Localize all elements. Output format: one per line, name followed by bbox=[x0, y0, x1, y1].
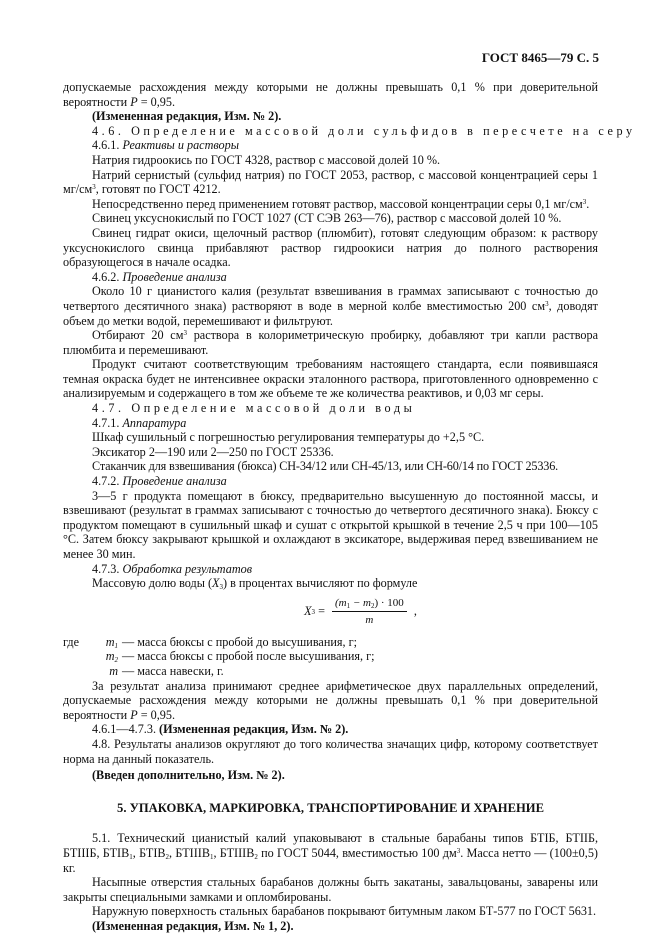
where-label: где bbox=[63, 634, 80, 649]
section-heading-4-7: 4.7. Определение массовой доли воды bbox=[92, 401, 416, 416]
text: m bbox=[105, 649, 115, 664]
text: , БТІІІВ bbox=[169, 845, 210, 860]
paragraph: Свинец уксуснокислый по ГОСТ 1027 (СТ СЭВ 263—76), раствор с массовой долей 10 %. bbox=[92, 211, 562, 226]
subscript: 1 bbox=[346, 601, 351, 610]
text: Натрий сернистый (сульфид натрия) по ГОСТ 2053, раствор, с массовой концентрацией серы 1 мг/см bbox=[63, 167, 598, 197]
text: За результат анализа принимают среднее арифметическое двух параллельных определений, допускаемые расхождения между которыми не должны превышать 0,1 % при доверительной вероятности bbox=[63, 678, 598, 722]
text: , готовят по ГОСТ 4212. bbox=[95, 182, 221, 197]
amendment-note: (Введен дополнительно, Изм. № 2). bbox=[92, 768, 285, 783]
formula-lhs: X bbox=[304, 604, 312, 619]
subscript: 1 bbox=[129, 852, 133, 861]
symbol bbox=[92, 664, 122, 679]
section-title: Обработка результатов bbox=[122, 561, 253, 576]
text: по ГОСТ 5044, вместимостью 100 дм bbox=[257, 845, 457, 860]
amendment-note: (Измененная редакция, Изм. № 2). bbox=[92, 109, 282, 124]
section-number: 4.7.1. bbox=[92, 415, 123, 430]
document-body bbox=[63, 80, 636, 933]
variable: P bbox=[130, 94, 138, 109]
where-label bbox=[63, 649, 92, 664]
numerator bbox=[332, 596, 407, 613]
subsection-heading-4-7-1 bbox=[63, 416, 598, 431]
amendment-note: (Измененная редакция, Изм. № 1, 2). bbox=[92, 918, 294, 933]
paragraph bbox=[63, 576, 598, 591]
paragraph bbox=[63, 80, 598, 109]
denominator: m bbox=[365, 614, 374, 627]
section-title: Проведение анализа bbox=[122, 474, 227, 489]
section-number: 4.6.1. bbox=[92, 138, 123, 153]
subscript: 2 bbox=[370, 601, 375, 610]
definition-text: — масса бюксы с пробой после высушивания, г; bbox=[122, 649, 375, 664]
text: 5.1. Технический цианистый калий упаковывают в стальные барабаны типов БТІБ, БТІІБ, БТІІІБ, БТІВ bbox=[63, 831, 598, 860]
subsection-heading-4-7-2 bbox=[63, 474, 598, 489]
text: , bbox=[410, 604, 417, 619]
paragraph bbox=[63, 831, 598, 875]
subscript: 2 bbox=[165, 852, 170, 861]
paragraph: Свинец гидрат окиси, щелочный раствор (плюмбит), готовят следующим образом: к раствору уксуснокислого свинца прибавляют раствор гидроокиси натрия до полного растворения образующегося в начале осадка. bbox=[63, 225, 598, 270]
definition-row bbox=[63, 664, 598, 679]
paragraph: Натрий сернистый (сульфид натрия) по ГОСТ 2053, раствор, с массовой концентрацией серы 1 $мг/см^3$, готовят по ГОСТ 4212. bbox=[63, 167, 598, 197]
subsection-heading-4-7-3 bbox=[63, 562, 598, 577]
subscript: 3 bbox=[219, 583, 223, 592]
text: m bbox=[105, 634, 115, 649]
paragraph: Наружную поверхность стальных барабанов покрывают битумным лаком БТ-577 по ГОСТ 5631. bbox=[92, 904, 597, 919]
paragraph: Эксикатор 2—190 или 2—250 по ГОСТ 25336. bbox=[92, 444, 334, 459]
paragraph bbox=[63, 679, 598, 723]
text: , доводят объем до метки водой, перемешивают и фильтруют. bbox=[63, 298, 599, 328]
symbol bbox=[92, 635, 122, 650]
section-title: Проведение анализа bbox=[122, 269, 227, 284]
superscript: 3 bbox=[456, 846, 461, 855]
text: , БТІВ bbox=[132, 845, 166, 860]
definition-text: — масса навески, г. bbox=[122, 663, 224, 678]
text: допускаемые расхождения между которыми не должны превышать 0,1 % при доверительной вероятности bbox=[63, 80, 598, 109]
section-number: 4.6.2. bbox=[92, 269, 123, 284]
subscript: 1 bbox=[209, 852, 214, 861]
text: = 0,95. bbox=[137, 94, 176, 109]
text: ) в процентах вычисляют по формуле bbox=[222, 576, 418, 591]
text: − m bbox=[350, 596, 371, 609]
text: раствора в колориметрическую пробирку, добавляют три капли раствора плюмбита и перемешивают. bbox=[63, 328, 598, 357]
subscript: 2 bbox=[254, 852, 258, 861]
text: (m bbox=[335, 596, 347, 609]
subsection-heading-4-6-1 bbox=[63, 138, 598, 153]
paragraph: 3—5 г продукта помещают в бюксу, предварительно высушенную до постоянной массы, и взвешивают (результат в граммах записывают с точностью до четвертого десятичного знака). Бюксу с продуктом помещают в сушильный шкаф и сушат с открытой крышкой в течение 2,5 ч при 100—105 °С. Затем бюксу закрывают крышкой и охлаждают в эксикаторе, выдерживая перед взвешиванием не менее 30 мин. bbox=[63, 488, 598, 561]
variable-definitions bbox=[63, 635, 598, 679]
paragraph: Стаканчик для взвешивания (бюкса) СН-34/12 или СН-45/13, или СН-60/14 по ГОСТ 25336. bbox=[92, 459, 559, 474]
text: Массовую долю воды ( bbox=[92, 576, 213, 591]
text: Около 10 г цианистого калия (результат взвешивания в граммах записывают с точностью до четвертого десятичного знака) растворяют в воде в мерной колбе вместимостью 200 см bbox=[63, 284, 598, 313]
text: , БТІІІВ bbox=[213, 845, 255, 860]
section-heading-4-6: 4.6. Определение массовой доли сульфидов в пересчете на серу bbox=[92, 123, 636, 138]
paragraph: 4.8. Результаты анализов округляют до того количества значащих цифр, которому соответствует норма на данный показатель. bbox=[63, 736, 598, 766]
text: Непосредственно перед применением готовят раствор, массовой концентрации серы 0,1 мг/см bbox=[92, 196, 583, 211]
paragraph: Продукт считают соответствующим требованиям настоящего стандарта, если появившаяся темная окраска будет не интенсивнее окраски эталонного раствора, приготовленного одновременно с анализируемым и содержащего в том же объеме те же количества реактивов, и 0,03 мг серы. bbox=[63, 357, 598, 401]
amendment-note bbox=[63, 722, 598, 737]
definition-row bbox=[63, 649, 598, 664]
variable: P bbox=[130, 707, 138, 722]
text: = 0,95. bbox=[137, 707, 176, 722]
variable: X bbox=[212, 576, 220, 591]
where-label bbox=[63, 664, 92, 679]
symbol bbox=[92, 649, 122, 664]
text: . Масса нетто — (100±0,5) кг. bbox=[63, 845, 598, 875]
text: Отбирают 20 см bbox=[92, 328, 184, 343]
definition-text: — масса бюксы с пробой до высушивания, г; bbox=[122, 634, 357, 649]
paragraph: Непосредственно перед применением готовят раствор, массовой концентрации серы 0,1 $мг/см^3$. bbox=[92, 196, 590, 211]
subscript: 2 bbox=[114, 656, 118, 665]
subsection-heading-4-6-2 bbox=[63, 270, 598, 285]
section-heading-5: 5. УПАКОВКА, МАРКИРОВКА, ТРАНСПОРТИРОВАНИЕ И ХРАНЕНИЕ bbox=[117, 800, 544, 815]
section-title: Аппаратура bbox=[122, 415, 187, 430]
text: (Измененная редакция, Изм. № 2). bbox=[159, 722, 349, 737]
section-title: Реактивы и растворы bbox=[122, 138, 239, 153]
page-header: ГОСТ 8465—79 С. 5 bbox=[481, 50, 599, 65]
text: ) · 100 bbox=[374, 596, 404, 609]
paragraph: Около 10 г цианистого калия (результат взвешивания в граммах записывают с точностью до четвертого десятичного знака) растворяют в воде в мерной колбе вместимостью 200 $см^3$, доводят объем до метки водой, перемешивают и фильтруют. bbox=[63, 284, 599, 328]
equals-sign: = bbox=[315, 604, 328, 619]
formula: X 3 = $\frac{(m_1 - m_2) \cdot 100}{m}$ , bbox=[304, 596, 417, 627]
fraction bbox=[332, 596, 407, 628]
paragraph: Насыпные отверстия стальных барабанов должны быть закатаны, завальцованы, заварены или закрыты специальными замками и опломбированы. bbox=[63, 875, 598, 904]
paragraph: Отбирают 20 $см^3$ раствора в колориметрическую пробирку, добавляют три капли раствора плюмбита и перемешивают. bbox=[63, 328, 598, 357]
paragraph: Натрия гидроокись по ГОСТ 4328, раствор с массовой долей 10 %. bbox=[92, 152, 441, 167]
text: m bbox=[109, 663, 118, 678]
paragraph: Шкаф сушильный с погрешностью регулирования температуры до +2,5 °С. bbox=[92, 430, 485, 445]
section-number: 4.7.3. bbox=[92, 561, 123, 576]
subscript: 1 bbox=[114, 641, 118, 650]
definition-row bbox=[63, 635, 598, 650]
text: . bbox=[586, 196, 590, 211]
section-range: 4.6.1—4.7.3. bbox=[92, 722, 160, 737]
section-number: 4.7.2. bbox=[92, 474, 123, 489]
